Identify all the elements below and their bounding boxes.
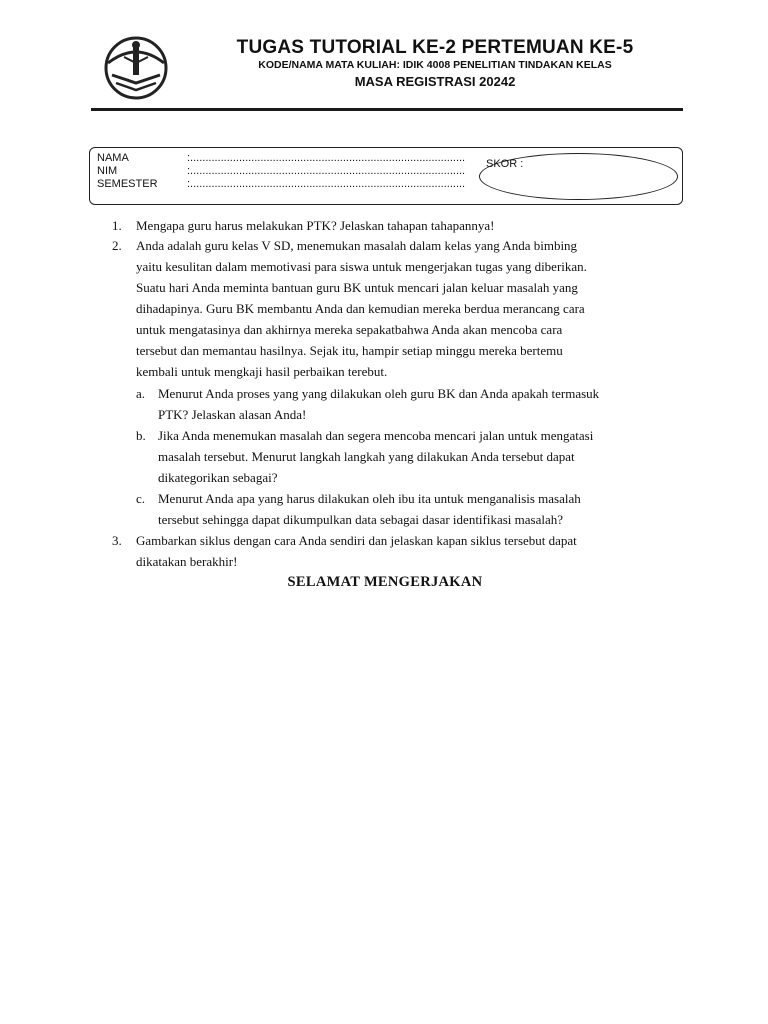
subquestion-letter: c. bbox=[136, 491, 146, 506]
subquestion-c-line: Menurut Anda apa yang harus dilakukan oleh ibu ita untuk menganalisis masalah bbox=[158, 491, 581, 506]
question-number: 1. bbox=[112, 218, 122, 233]
name-fill-line[interactable]: :.......................................................................................... bbox=[187, 152, 466, 164]
subquestion-letter: b. bbox=[136, 428, 146, 443]
header-divider bbox=[91, 108, 683, 111]
subquestion-b-line: masalah tersebut. Menurut langkah langkah yang dilakukan Anda tersebut dapat bbox=[158, 449, 575, 464]
question-2-line: yaitu kesulitan dalam memotivasi para siswa untuk mengerjakan tugas yang diberikan. bbox=[136, 259, 587, 274]
identity-row-semester bbox=[97, 178, 465, 191]
question-2-line: tersebut dan memantau hasilnya. Sejak itu, hampir setiap minggu mereka bertemu bbox=[136, 343, 563, 358]
university-emblem-icon bbox=[96, 33, 176, 103]
subquestion-a-line: Menurut Anda proses yang yang dilakukan oleh guru BK dan Anda apakah termasuk bbox=[158, 386, 600, 401]
semester-fill-line[interactable]: :.......................................................................................... bbox=[187, 178, 466, 190]
question-3-line: Gambarkan siklus dengan cara Anda sendiri dan jelaskan kapan siklus tersebut dapat bbox=[136, 533, 577, 548]
score-label: SKOR : bbox=[486, 158, 524, 170]
question-1-text: Mengapa guru harus melakukan PTK? Jelaskan tahapan tahapannya! bbox=[136, 218, 495, 233]
subquestion-a-line: PTK? Jelaskan alasan Anda! bbox=[158, 407, 307, 422]
question-2-line: kembali untuk mengkaji hasil perbaikan terebut. bbox=[136, 364, 388, 379]
nim-fill-line[interactable]: :.......................................................................................... bbox=[187, 165, 466, 177]
subquestion-letter: a. bbox=[136, 386, 146, 401]
subquestion-b-line: Jika Anda menemukan masalah dan segera mencoba mencari jalan untuk mengatasi bbox=[158, 428, 594, 443]
registration-period: MASA REGISTRASI 20242 bbox=[354, 74, 516, 89]
closing-message: SELAMAT MENGERJAKAN bbox=[287, 574, 483, 590]
field-label: SEMESTER bbox=[97, 178, 158, 190]
field-label: NAMA bbox=[97, 152, 129, 164]
course-code-name: KODE/NAMA MATA KULIAH: IDIK 4008 PENELITIAN TINDAKAN KELAS bbox=[258, 59, 612, 71]
field-label: NIM bbox=[97, 165, 118, 177]
question-2-line: Suatu hari Anda meminta bantuan guru BK untuk mencari jalan keluar masalah yang bbox=[136, 280, 578, 295]
question-2-line: untuk mengatasinya dan akhirnya mereka sepakatbahwa Anda akan mencoba cara bbox=[136, 322, 563, 337]
subquestion-c-line: tersebut sehingga dapat dikumpulkan data sebagai dasar identifikasi masalah? bbox=[158, 512, 564, 527]
question-3-line: dikatakan berakhir! bbox=[136, 554, 238, 569]
identity-row-nama bbox=[97, 152, 465, 165]
question-number: 3. bbox=[112, 533, 122, 548]
question-2-line: dihadapinya. Guru BK membantu Anda dan kemudian mereka berdua merancang cara bbox=[136, 301, 585, 316]
question-2-line: Anda adalah guru kelas V SD, menemukan masalah dalam kelas yang Anda bimbing bbox=[136, 238, 578, 253]
question-number: 2. bbox=[112, 238, 122, 253]
assignment-title: TUGAS TUTORIAL KE-2 PERTEMUAN KE-5 bbox=[236, 37, 634, 58]
identity-row-nim bbox=[97, 165, 465, 178]
subquestion-b-line: dikategorikan sebagai? bbox=[158, 470, 278, 485]
